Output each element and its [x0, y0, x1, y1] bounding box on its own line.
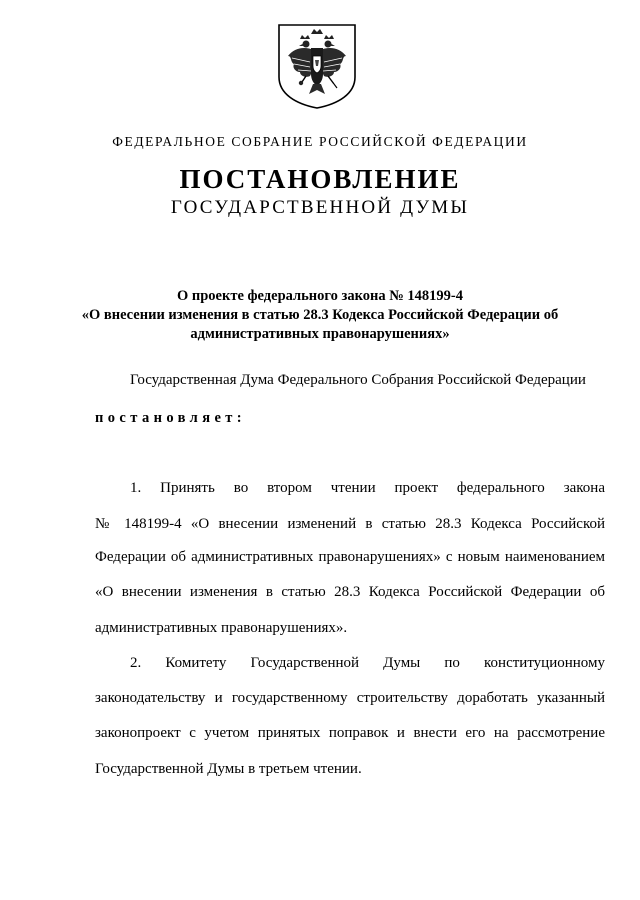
parliament-name: ФЕДЕРАЛЬНОЕ СОБРАНИЕ РОССИЙСКОЙ ФЕДЕРАЦИИ	[112, 134, 528, 149]
resolution-caption	[60, 287, 580, 344]
double-headed-eagle-emblem-icon	[276, 22, 358, 110]
decree-word: постановляет:	[95, 410, 247, 426]
document-title: ПОСТАНОВЛЕНИЕ	[179, 164, 461, 194]
paragraph-2-line: законопроект с учетом принятых поправок и внести его на рассмотрение	[95, 725, 605, 741]
paragraph-1-line: «О внесении изменения в статью 28.3 Кодекса Российской Федерации об	[95, 584, 605, 600]
paragraph-1-line: Федерации об административных правонарушениях» с новым наименованием	[95, 549, 605, 565]
caption-line: административных правонарушениях»	[190, 326, 450, 342]
paragraph-2-line: 2. Комитету Государственной Думы по конституционному	[130, 655, 605, 671]
preamble-text: Государственная Дума Федерального Собрания Российской Федерации	[130, 372, 586, 388]
caption-line: О проекте федерального закона № 148199-4	[176, 288, 464, 304]
paragraph-2-line: Государственной Думы в третьем чтении.	[95, 761, 362, 777]
paragraph-1-line: административных правонарушениях».	[95, 620, 348, 636]
caption-line: «О внесении изменения в статью 28.3 Кодекса Российской Федерации об	[81, 307, 559, 323]
paragraph-1-line: № 148199-4 «О внесении изменений в статью 28.3 Кодекса Российской	[95, 516, 605, 532]
paragraph-1-line: 1. Принять во втором чтении проект федерального закона	[130, 480, 605, 496]
paragraph-2-line: законодательству и государственному строительству доработать указанный	[95, 690, 605, 706]
document-subtitle: ГОСУДАРСТВЕННОЙ ДУМЫ	[170, 197, 470, 218]
